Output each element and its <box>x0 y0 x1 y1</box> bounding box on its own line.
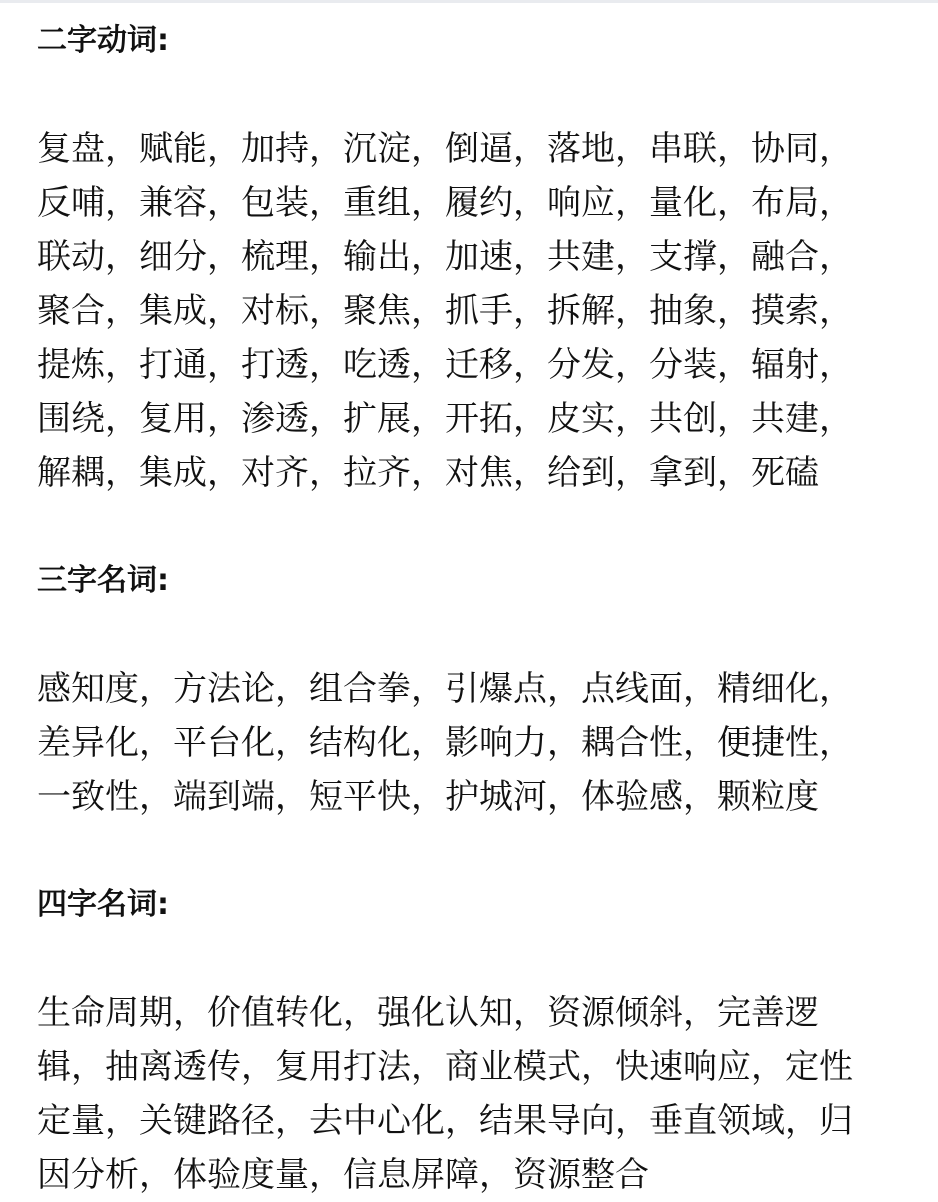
word-list-paragraph <box>37 662 917 824</box>
text-line: 提炼，打通，打透，吃透，迁移，分发，分装，辐射， <box>37 345 853 385</box>
text-line: 差异化，平台化，结构化，影响力，耦合性，便捷性， <box>37 723 853 763</box>
text-line: 解耦，集成，对齐，拉齐，对焦，给到，拿到，死磕 <box>37 453 819 493</box>
top-divider <box>0 0 938 3</box>
section-three-char-nouns <box>37 554 917 878</box>
word-list-paragraph <box>37 986 917 1202</box>
text-line: 反哺，兼容，包装，重组，履约，响应，量化，布局， <box>37 183 853 223</box>
text-line: 聚合，集成，对标，聚焦，抓手，拆解，抽象，摸索， <box>37 291 853 331</box>
spacer <box>37 824 917 878</box>
text-line: 一致性，端到端，短平快，护城河，体验感，颗粒度 <box>37 777 819 817</box>
word-list-paragraph <box>37 122 917 500</box>
spacer <box>37 68 917 122</box>
section-heading: 三字名词: <box>37 563 169 598</box>
document-body <box>37 14 917 1202</box>
spacer <box>37 932 917 986</box>
spacer <box>37 608 917 662</box>
text-line: 围绕，复用，渗透，扩展，开拓，皮实，共创，共建， <box>37 399 853 439</box>
text-line: 联动，细分，梳理，输出，加速，共建，支撑，融合， <box>37 237 853 277</box>
spacer <box>37 500 917 554</box>
section-four-char-nouns <box>37 878 917 1202</box>
text-line: 辑，抽离透传，复用打法，商业模式，快速响应，定性 <box>37 1047 853 1087</box>
text-line: 复盘，赋能，加持，沉淀，倒逼，落地，串联，协同， <box>37 129 853 169</box>
section-two-char-verbs <box>37 14 917 554</box>
text-line: 定量，关键路径，去中心化，结果导向，垂直领域，归 <box>37 1101 853 1141</box>
section-heading: 二字动词: <box>37 23 169 58</box>
section-heading: 四字名词: <box>37 887 169 922</box>
text-line: 生命周期，价值转化，强化认知，资源倾斜，完善逻 <box>37 993 819 1033</box>
text-line: 因分析，体验度量，信息屏障，资源整合 <box>37 1155 649 1195</box>
text-line: 感知度，方法论，组合拳，引爆点，点线面，精细化， <box>37 669 853 709</box>
